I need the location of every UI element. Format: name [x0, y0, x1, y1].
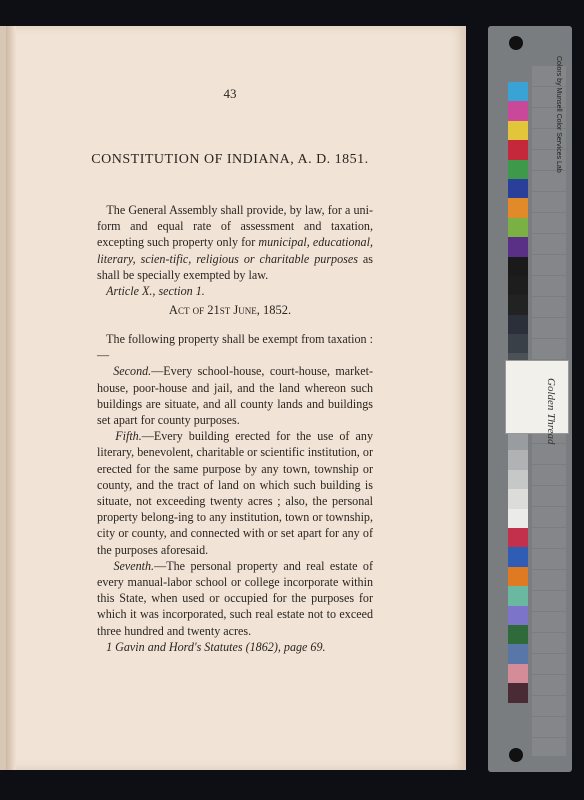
color-swatch [508, 606, 528, 625]
ruler-hole-top [509, 36, 523, 50]
page-number: 43 [223, 86, 237, 101]
article-reference: Article X., section 1. [106, 284, 205, 299]
second-text: —Every school-house, court-house, market-house, poor-house and jail, and the land whereon such buildings are situate, and all county lands and buildings set apart for county purposes. [97, 364, 373, 428]
paragraph-article-x [97, 202, 373, 299]
statute-citation: 1 Gavin and Hord's Statutes (1862), page 69. [106, 639, 326, 654]
color-swatch [508, 644, 528, 663]
seventh-label: Seventh. [113, 558, 155, 573]
fifth-text: —Every building erected for the use of any literary, benevolent, charitable or scientific institution, or erected for the same purpose by any town, township or county, and the tract of land on which such building is situate, not exceeding twenty acres ; also, the personal property belong-ing to any institution, town or township, city or county, and connected with or set apart for any of the purposes aforesaid. [97, 429, 373, 557]
color-swatch [508, 528, 528, 547]
page-title: CONSTITUTION OF INDIANA, A. D. 1851. [91, 152, 369, 167]
color-swatch [508, 547, 528, 566]
seventh-text: —The personal property and real estate of every manual-labor school or college incorporate within this State, when used or occupied for the purposes for which it was incorporated, such real estate not to exceed three hundred and twenty acres. [97, 558, 373, 638]
paragraph-text: The General Assembly shall provide, by law, for a uni-form and equal rate of assessment and taxation, excepting such property only for [97, 203, 373, 250]
color-swatch [508, 121, 528, 140]
color-swatch [508, 257, 528, 276]
color-swatch [508, 160, 528, 179]
color-swatch [508, 140, 528, 159]
page-gutter [6, 26, 16, 770]
second-label: Second. [113, 364, 152, 379]
paragraph-text-end: as shall be specially exempted by law. [97, 251, 373, 282]
golden-thread-text: Golden Thread [545, 378, 557, 445]
color-swatch [508, 625, 528, 644]
act-heading: Act of 21st June, 1852. [168, 303, 292, 317]
color-swatch [508, 218, 528, 237]
color-swatch [508, 237, 528, 256]
color-swatch [508, 101, 528, 120]
color-swatch [508, 198, 528, 217]
fifth-label: Fifth. [115, 429, 142, 444]
color-swatch [508, 586, 528, 605]
color-swatch [508, 489, 528, 508]
color-swatch [508, 276, 528, 295]
paragraph-italic: municipal, educational, literary, scien-tific, religious or charitable purposes [97, 235, 373, 266]
color-swatch [508, 509, 528, 528]
color-swatch [508, 567, 528, 586]
ruler-brand-text: Colors by Munsell Color Services Lab [555, 56, 562, 173]
color-swatch [508, 683, 528, 702]
color-swatch [508, 470, 528, 489]
color-swatch [508, 450, 528, 469]
exemption-intro: The following property shall be exempt from taxation :— [97, 332, 373, 363]
color-swatch [508, 295, 528, 314]
color-swatch [508, 82, 528, 101]
color-swatch [508, 334, 528, 353]
color-swatch [508, 664, 528, 683]
golden-thread-label [505, 360, 569, 434]
color-swatch [508, 179, 528, 198]
paragraph-exemptions [97, 331, 373, 655]
ruler-hole-bottom [509, 748, 523, 762]
color-swatch [508, 315, 528, 334]
